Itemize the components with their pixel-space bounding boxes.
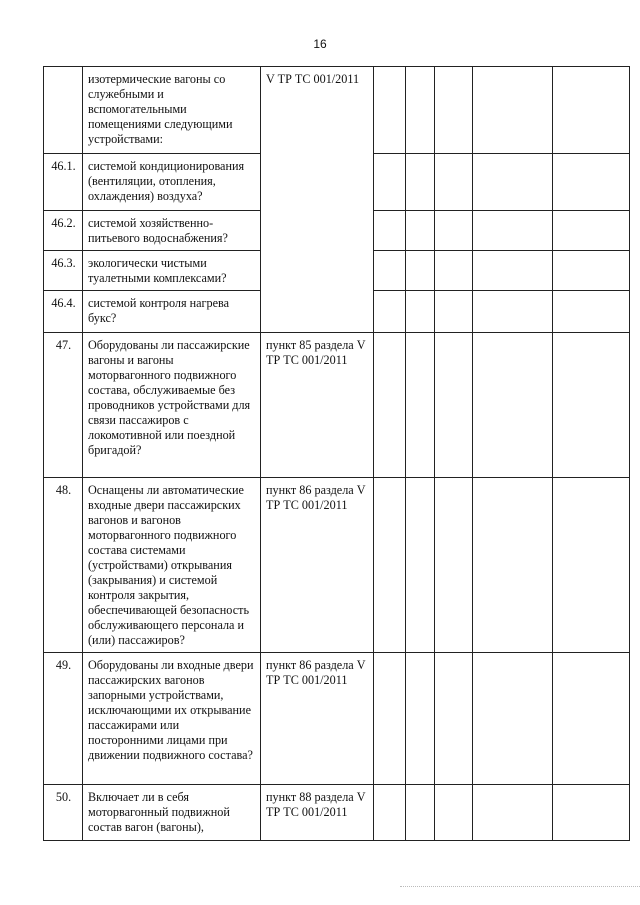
page-number: 16 [313,37,327,51]
table-row [44,333,630,478]
answer-cell [406,67,435,154]
answer-cell [374,333,406,478]
question-cell: Оснащены ли автоматические входные двери пассажирских вагонов и вагонов моторвагонного подвижного состава системами (устройствами) открывания (закрывания) и системой контроля закрытия, обеспечивающей безопасность обслуживающего персонала и (или) пассажиров? [83,478,261,653]
answer-cell [473,154,553,211]
table-row [44,67,630,154]
reference-cell: пункт 86 раздела V ТР ТС 001/2011 [261,478,374,653]
table-row [44,653,630,785]
answer-cell [374,211,406,251]
answer-cell [435,67,473,154]
comment-cell [553,211,630,251]
answer-cell [473,478,553,653]
answer-cell [473,333,553,478]
reference-cell: V ТР ТС 001/2011 [261,67,374,333]
row-number [44,67,83,154]
answer-cell [435,291,473,333]
answer-cell [473,291,553,333]
comment-cell [553,478,630,653]
answer-cell [435,478,473,653]
question-cell: изотермические вагоны со служебными и вспомогательными помещениями следующими устройствами: [83,67,261,154]
answer-cell [374,67,406,154]
answer-cell [406,333,435,478]
table-row [44,478,630,653]
answer-cell [374,154,406,211]
question-cell: Включает ли в себя моторвагонный подвижной состав вагон (вагоны), [83,785,261,841]
row-number: 46.4. [44,291,83,333]
question-cell: системой кондиционирования (вентиляции, отопления, охлаждения) воздуха? [83,154,261,211]
row-number: 47. [44,333,83,478]
row-number: 46.3. [44,251,83,291]
checklist-table [43,66,630,841]
comment-cell [553,333,630,478]
answer-cell [435,333,473,478]
answer-cell [406,785,435,841]
answer-cell [435,785,473,841]
answer-cell [406,478,435,653]
answer-cell [473,251,553,291]
answer-cell [473,67,553,154]
answer-cell [435,154,473,211]
row-number: 49. [44,653,83,785]
reference-cell: пункт 88 раздела V ТР ТС 001/2011 [261,785,374,841]
comment-cell [553,154,630,211]
table-row [44,785,630,841]
question-cell: системой контроля нагрева букс? [83,291,261,333]
answer-cell [406,154,435,211]
comment-cell [553,67,630,154]
reference-cell: пункт 85 раздела V ТР ТС 001/2011 [261,333,374,478]
answer-cell [374,291,406,333]
answer-cell [406,291,435,333]
answer-cell [435,653,473,785]
answer-cell [374,251,406,291]
question-cell: системой хозяйственно-питьевого водоснабжения? [83,211,261,251]
answer-cell [406,251,435,291]
answer-cell [374,478,406,653]
row-number: 46.1. [44,154,83,211]
question-cell: Оборудованы ли пассажирские вагоны и вагоны моторвагонного подвижного состава, обслуживаемые без проводников устройствами для связи пассажиров с локомотивной или поездной бригадой? [83,333,261,478]
scan-artifact-line [400,886,640,887]
question-cell: Оборудованы ли входные двери пассажирских вагонов запорными устройствами, исключающими их открывание пассажирами или посторонними лицами при движении подвижного состава? [83,653,261,785]
comment-cell [553,251,630,291]
question-cell: экологически чистыми туалетными комплексами? [83,251,261,291]
row-number: 50. [44,785,83,841]
answer-cell [473,211,553,251]
answer-cell [374,653,406,785]
comment-cell [553,291,630,333]
answer-cell [473,653,553,785]
row-number: 48. [44,478,83,653]
answer-cell [374,785,406,841]
comment-cell [553,653,630,785]
answer-cell [435,251,473,291]
answer-cell [406,211,435,251]
reference-cell: пункт 86 раздела V ТР ТС 001/2011 [261,653,374,785]
row-number: 46.2. [44,211,83,251]
answer-cell [406,653,435,785]
comment-cell [553,785,630,841]
answer-cell [435,211,473,251]
answer-cell [473,785,553,841]
